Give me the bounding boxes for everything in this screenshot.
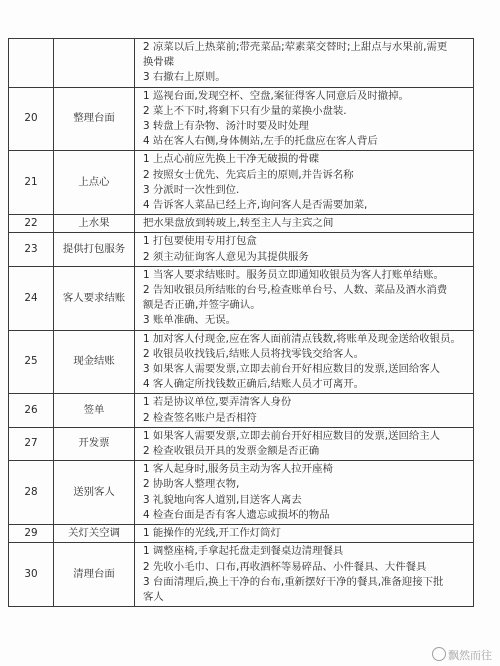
content-line: 2 先收小毛巾、口布,再收酒杯等易碎品、小件餐具、大件餐具	[143, 560, 427, 573]
table-row	[9, 266, 474, 330]
row-number: 21	[9, 151, 54, 215]
table-row	[9, 233, 474, 266]
content-line: 2 按照女士优先、先宾后主的原则,并告诉名称	[143, 168, 354, 181]
step-content	[135, 87, 474, 151]
watermark	[432, 647, 492, 663]
table-row	[9, 394, 474, 427]
row-number: 24	[9, 266, 54, 330]
content-line: 3 礼貌地向客人道别,目送客人离去	[143, 493, 302, 506]
step-content	[135, 330, 474, 394]
content-line: 额是否正确,并签字确认。	[143, 299, 261, 312]
content-line: 1 打包要使用专用打包盒	[143, 235, 257, 248]
content-line: 4 告诉客人菜品已经上齐,询问客人是否需要加菜,	[143, 199, 368, 212]
step-name: 客人要求结账	[54, 266, 135, 330]
step-content	[135, 427, 474, 460]
step-name: 关灯关空调	[54, 525, 135, 543]
step-content	[135, 215, 474, 233]
watermark-logo-icon	[432, 647, 446, 661]
content-line: 4 站在客人右侧,身体侧站,左手的托盘应在客人背后	[143, 135, 378, 148]
step-name: 送别客人	[54, 461, 135, 525]
table-row	[9, 525, 474, 543]
table-row	[9, 39, 474, 88]
row-number: 20	[9, 87, 54, 151]
content-line: 2 检查签名账户是否相符	[143, 411, 257, 424]
step-content	[135, 39, 474, 88]
content-line: 3 账单准确、无误。	[143, 314, 237, 327]
table-row	[9, 151, 474, 215]
content-line: 3 右撤右上原则。	[143, 71, 226, 84]
content-line: 1 若是协议单位,要弄清客人身份	[143, 396, 292, 409]
step-name: 上点心	[54, 151, 135, 215]
content-line: 换骨碟	[143, 56, 175, 69]
step-name: 上水果	[54, 215, 135, 233]
table-row	[9, 461, 474, 525]
content-line: 2 菜上不下时,将剩下只有少量的菜换小盘装.	[143, 104, 347, 117]
step-name: 开发票	[54, 427, 135, 460]
row-number: 23	[9, 233, 54, 266]
table-body	[9, 39, 474, 607]
row-number: 22	[9, 215, 54, 233]
content-line: 1 巡视台面,发现空杯、空盘,案征得客人同意后及时撤掉。	[143, 89, 409, 102]
content-line: 1 如果客人需要发票,立即去前台开好相应数目的发票,送回给主人	[143, 429, 441, 442]
content-line: 2 检查收银员开具的发票金额是否正确	[143, 445, 320, 458]
content-line: 客人	[143, 590, 164, 603]
table-row	[9, 330, 474, 394]
content-line: 2 告知收银员所结账的台号,检查账单台号、人数、菜品及酒水消费	[143, 284, 448, 297]
content-line: 把水果盘放到转玻上,转至主人与主宾之间	[143, 217, 334, 230]
step-content	[135, 266, 474, 330]
table-row	[9, 543, 474, 607]
step-name: 清理台面	[54, 543, 135, 607]
content-line: 2 收银员收找钱后,结账人员将找零钱交给客人。	[143, 347, 365, 360]
table-row	[9, 215, 474, 233]
step-name: 提供打包服务	[54, 233, 135, 266]
step-content	[135, 543, 474, 607]
content-line: 2 须主动征询客人意见为其提供服务	[143, 250, 309, 263]
content-line: 3 台面清理后,换上干净的台布,重新摆好干净的餐具,准备迎接下批	[143, 575, 444, 588]
step-name: 签单	[54, 394, 135, 427]
row-number: 29	[9, 525, 54, 543]
row-number: 30	[9, 543, 54, 607]
content-line: 1 上点心前应先换上干净无破损的骨碟	[143, 153, 320, 166]
step-content	[135, 525, 474, 543]
step-name: 现金结账	[54, 330, 135, 394]
content-line: 1 能操作的光线,开工作灯筒灯	[143, 527, 281, 540]
content-line: 1 加对客人付现金,应在客人面前清点钱数,将账单及现金送给收银员。	[143, 332, 461, 345]
step-name: 整理台面	[54, 87, 135, 151]
content-line: 3 分派时一次性到位.	[143, 183, 240, 196]
content-line: 2 凉菜以后上热菜前;带壳菜品;荤素菜交替时;上甜点与水果前,需更	[143, 41, 448, 53]
content-line: 1 客人起身时,服务员主动为客人拉开座椅	[143, 463, 333, 476]
service-procedure-table	[8, 38, 474, 607]
row-number: 27	[9, 427, 54, 460]
step-content	[135, 233, 474, 266]
row-number: 28	[9, 461, 54, 525]
table-row	[9, 427, 474, 460]
content-line: 4 检查台面是否有客人遗忘或损坏的物品	[143, 508, 330, 521]
content-line: 3 转盘上有杂物、汤汁时要及时处理	[143, 120, 309, 133]
row-number: 26	[9, 394, 54, 427]
step-content	[135, 394, 474, 427]
content-line: 1 调整座椅,手拿起托盘走到餐桌边清理餐具	[143, 545, 344, 558]
table-row	[9, 87, 474, 151]
row-number: 25	[9, 330, 54, 394]
step-content	[135, 151, 474, 215]
content-line: 4 客人确定所找钱数正确后,结账人员才可离开。	[143, 378, 365, 391]
watermark-text: 飘然而往	[448, 649, 492, 662]
row-number	[9, 39, 54, 88]
content-line: 1 当客人要求结账时。服务员立即通知收银员为客人打账单结账。	[143, 268, 444, 281]
content-line: 2 协助客人整理衣物,	[143, 478, 240, 491]
step-name	[54, 39, 135, 88]
content-line: 3 如果客人需要发票,立即去前台开好相应数目的发票,送回给客人	[143, 363, 441, 376]
step-content	[135, 461, 474, 525]
